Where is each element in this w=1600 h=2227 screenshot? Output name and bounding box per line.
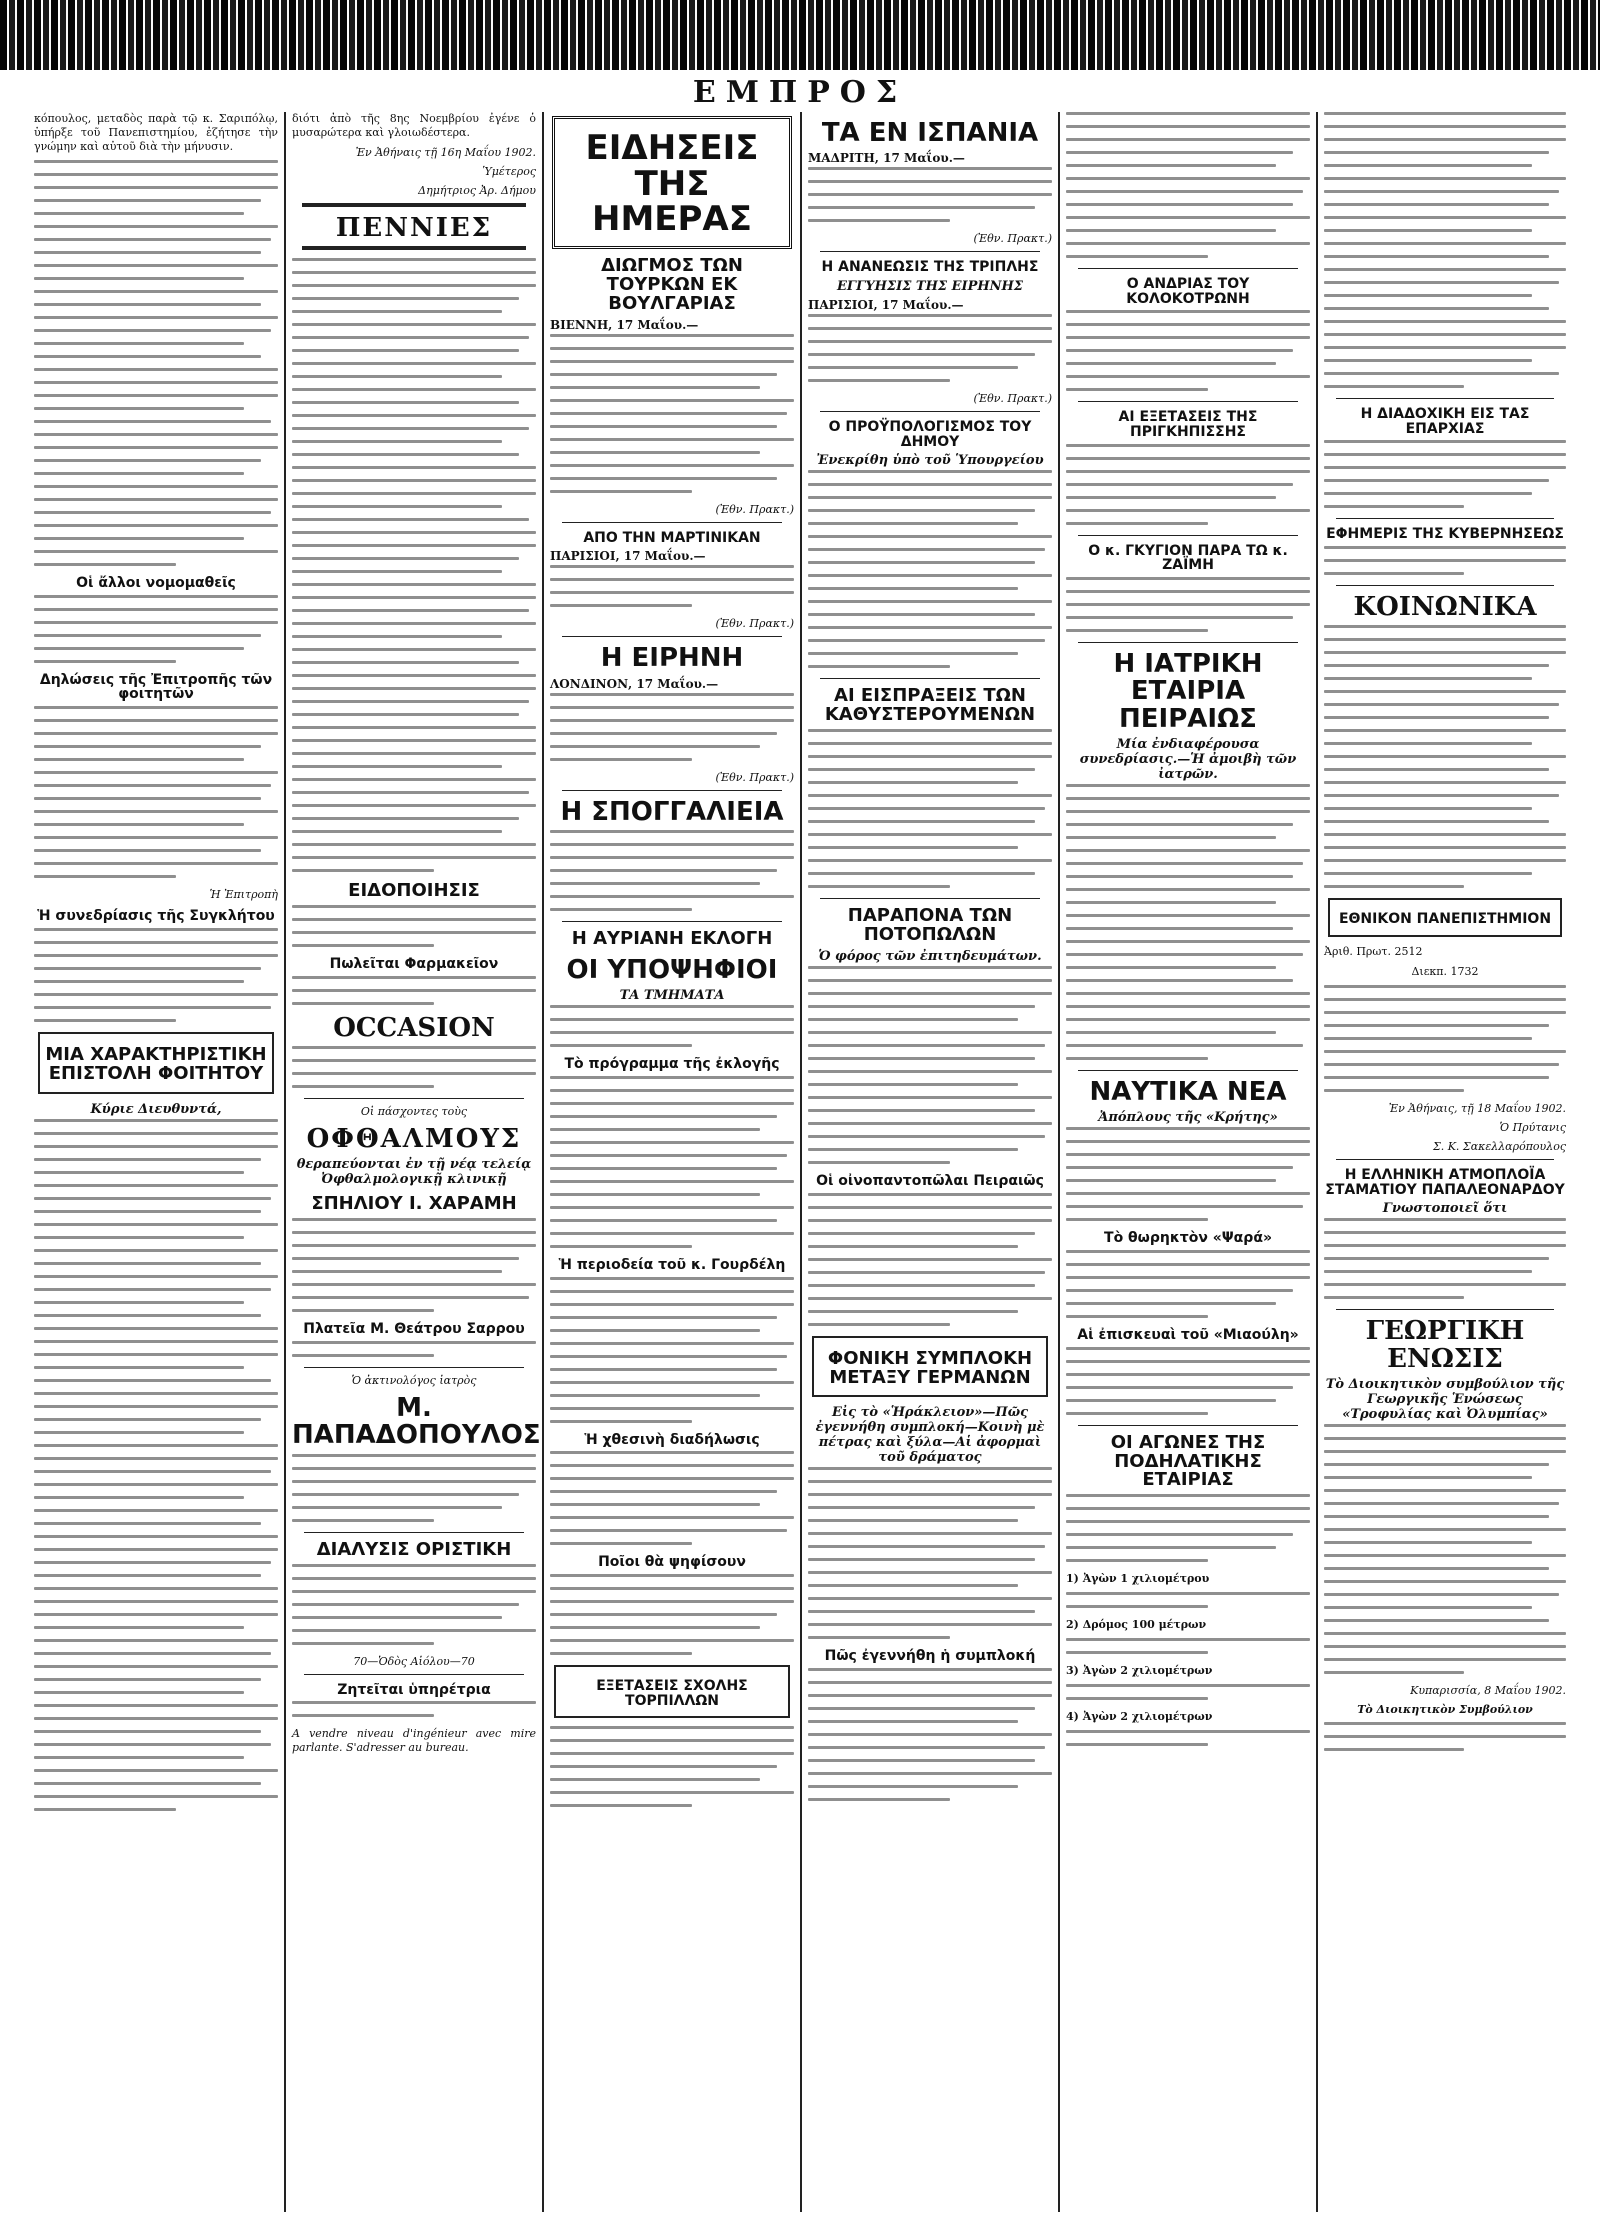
col1-letter-box [38,1032,274,1094]
col6-uni-sig: Σ. Κ. Σακελλαρόπουλος [1432,1140,1566,1154]
col3-heading-tour: Ἡ περιοδεία τοῦ κ. Γουρδέλη [558,1256,786,1273]
col4-dateline-paris: ΠΑΡΙΣΙΟΙ, 17 Μαΐου.— [808,297,964,312]
col5-body-7 [1066,1347,1310,1415]
col4-dateline-madrid: ΜΑΔΡΙΤΗ, 17 Μαΐου.— [808,151,965,166]
col4-body-7 [808,1467,1052,1639]
col5-race-2: 2) Δρόμος 100 μέτρων [1066,1618,1207,1632]
col4-rule-4 [820,898,1040,899]
col3-heading-martinique: ΑΠΟ ΤΗΝ ΜΑΡΤΙΝΙΚΑΝ [583,529,761,546]
col2-pharmacy-body [292,976,536,1005]
col2-notice-heading: ΕΙΔΟΠΟΙΗΣΙΣ [348,880,480,902]
col6-body-5 [1324,1218,1566,1299]
col1-article-body [34,160,278,566]
col4-body-2 [808,314,1052,382]
col3-body-5 [550,1005,794,1047]
col3-dateline-london: ΛΟΝΔΙΝΟΝ, 17 Μαΐου.— [550,676,719,691]
col2-pennies-heading: ΠΕΝΝΙΕΣ [335,213,493,243]
col6-rule-5 [1336,1309,1554,1310]
col3-heading-program: Τὸ πρόγραμμα τῆς ἐκλογῆς [564,1056,780,1073]
col5-heading-psara: Τὸ θωρηκτὸν «Ψαρά» [1104,1230,1272,1247]
col3-body-6 [550,1076,794,1248]
col4-fight-box [812,1336,1048,1398]
col6-rule-1 [1336,398,1554,399]
col4-sig-2: (Ἐθν. Πρακτ.) [973,391,1052,405]
col4-fight-sub: Εἰς τὸ «Ἡράκλειον»—Πῶς ἐγεννήθη συμπλοκή—Κοινὴ μὲ πέτρας καὶ ξύλα—Αἱ ἀφορμαὶ τοῦ δράματος [815,1405,1045,1466]
col3-body-3 [550,693,794,761]
col2-rule-1 [304,1098,524,1099]
col3-heading-voters: Ποῖοι θὰ ψηφίσουν [598,1554,746,1571]
col4-rule-1 [820,251,1040,252]
col5-lead-body [1066,112,1310,258]
col3-body-10 [550,1726,794,1807]
news-of-the-day-banner: ΕΙΔΗΣΕΙΣ ΤΗΣ ΗΜΕΡΑΣ [585,128,759,240]
col3-heading-bulgaria: ΔΙΩΓΜΟΣ ΤΩΝ ΤΟΥΡΚΩΝ ΕΚ ΒΟΥΛΓΑΡΙΑΣ [601,255,743,314]
col5-heading-princess: ΑΙ ΕΞΕΤΑΣΕΙΣ ΤΗΣ ΠΡΙΓΚΗΠΙΣΣΗΣ [1118,409,1258,441]
col4-heading-wine-merchants: Οἱ οἰνοπαντοπῶλαι Πειραιῶς [816,1172,1044,1189]
column-3 [544,112,802,2212]
col6-rule-3 [1336,585,1554,586]
col5-rule-6 [1078,1425,1298,1426]
col6-body-2 [1324,546,1566,575]
col3-sig-2: (Ἐθν. Πρακτ.) [715,617,794,631]
col6-rule-4 [1336,1159,1554,1160]
col3-body-2 [550,565,794,607]
col2-ad2-body [292,1454,536,1522]
col1-signature: Ἡ Ἐπιτροπὴ [209,888,278,902]
col3-rule-4 [562,921,782,922]
col6-body-3 [1324,625,1566,888]
col2-divider-2 [302,246,526,250]
col4-sub-tax: Ὁ φόρος τῶν ἐπιτηδευμάτων. [818,948,1042,964]
col6-body-1 [1324,440,1566,508]
col6-body-7 [1324,1722,1566,1751]
col6-university-box [1328,898,1562,937]
col3-rule-1 [562,522,782,523]
col5-race-4: 4) Ἀγὼν 2 χιλιομέτρων [1066,1710,1213,1724]
col1-body-4 [34,928,278,1022]
col4-sub-peace: ΕΓΓΥΗΣΙΣ ΤΗΣ ΕΙΡΗΝΗΣ [837,278,1023,294]
col3-rule-2 [562,636,782,637]
col3-body-8 [550,1451,794,1545]
col4-heading-spain: ΤΑ ΕΝ ΙΣΠΑΝΙΑ [821,118,1039,148]
col2-ad1-body [292,1218,536,1312]
col6-heading-social: ΚΟΙΝΩΝΙΚΑ [1353,592,1537,623]
col2-rule-3 [304,1532,524,1533]
col5-body-2 [1066,444,1310,525]
col6-body-6 [1324,1424,1566,1674]
col5-body-1 [1066,310,1310,391]
col3-body-7 [550,1277,794,1423]
col6-sub-agricultural: Τὸ Διοικητικὸν συμβούλιον τῆς Γεωργικῆς Ἑνώσεως «Τροφυλίας καὶ Ὀλυμπίας» [1325,1377,1565,1423]
col1-heading-statements: Δηλώσεις τῆς Ἐπιτροπῆς τῶν φοιτητῶν [39,671,273,703]
col5-body-8 [1066,1494,1310,1562]
col2-rule-4 [304,1674,524,1675]
col2-doctor-ad [292,1374,541,1522]
col5-race-1-body [1066,1592,1310,1608]
col2-ad1-address: Πλατεῖα Μ. Θεάτρου Σαρρου [303,1321,525,1338]
col4-heading-how: Πῶς ἐγεννήθη ἡ συμπλοκή [824,1648,1036,1665]
col6-body-4 [1324,985,1566,1092]
col6-uni-ref-2: Διεκπ. 1732 [1411,965,1479,979]
col4-rule-2 [820,411,1040,412]
col5-heading-cycling: ΟΙ ΑΓΩΝΕΣ ΤΗΣ ΠΟΔΗΛΑΤΙΚΗΣ ΕΤΑΙΡΙΑΣ [1110,1431,1266,1491]
col4-heading-collections: ΑΙ ΕΙΣΠΡΑΞΕΙΣ ΤΩΝ ΚΑΘΥΣΤΕΡΟΥΜΕΝΩΝ [824,685,1036,726]
col3-torpedo-box [554,1665,790,1718]
col5-race-4-body [1066,1730,1310,1746]
col5-body-6 [1066,1250,1310,1318]
col6-uni-date: Ἐν Ἀθήναις, τῇ 18 Μαΐου 1902. [1388,1102,1566,1116]
col5-race-3: 3) Ἀγὼν 2 χιλιομέτρων [1066,1664,1213,1678]
col2-ad1-title: ΟΦΘΑΛΜΟΥΣ [306,1124,522,1155]
col6-heading-shipping: Η ΕΛΛΗΝΙΚΗ ΑΤΜΟΠΛΟΪΑ ΣΤΑΜΑΤΙΟΥ ΠΑΠΑΛΕΟΝΑΡΔΟΥ [1325,1167,1565,1198]
col1-body-3 [34,706,278,878]
col3-heading-candidates: ΟΙ ΥΠΟΨΗΦΙΟΙ [566,954,778,985]
col1-body-2 [34,595,278,663]
col6-close-date: Κυπαρισσία, 8 Μαΐου 1902. [1410,1684,1566,1698]
col5-heading-medical-society: Η ΙΑΤΡΙΚΗ ΕΤΑΙΡΙΑ ΠΕΙΡΑΙΩΣ [1113,649,1263,734]
col2-date-line: Ἐν Ἀθήναις τῇ 16η Μαΐου 1902. [355,146,536,159]
col5-heading-miaoulis: Αἱ ἐπισκευαὶ τοῦ «Μιαούλη» [1077,1327,1299,1343]
col6-heading-succession: Η ΔΙΑΔΟΧΙΚΗ ΕΙΣ ΤΑΣ ΕΠΑΡΧΙΑΣ [1360,406,1530,437]
col6-close-sig: Τὸ Διοικητικὸν Συμβούλιον [1357,1703,1533,1717]
col2-ad2-pre: Ὁ ἀκτινολόγος ἰατρὸς [351,1374,477,1388]
col3-heading-election: Η ΑΥΡΙΑΝΗ ΕΚΛΟΓΗ [571,928,773,950]
decorative-header-band [0,0,1600,70]
col4-body-4 [808,729,1052,888]
col3-sig-1: (Ἐθν. Πρακτ.) [715,502,794,516]
col4-body-6 [808,1193,1052,1326]
col2-notice-body [292,905,536,947]
col1-heading-others: Οἱ ἄλλοι νομομαθεῖς [76,575,236,591]
col5-rule-5 [1078,1070,1298,1071]
col6-heading-gazette: ΕΦΗΜΕΡΙΣ ΤΗΣ ΚΥΒΕΡΝΗΣΕΩΣ [1326,526,1564,543]
col2-pennies-body [292,258,536,872]
col6-uni-ref-1: Ἀριθ. Πρωτ. 2512 [1324,945,1423,959]
col5-rule-4 [1078,642,1298,643]
col5-race-1: 1) Ἀγὼν 1 χιλιομέτρου [1066,1572,1210,1586]
col1-lead-text: κόπουλος, μεταδὸς παρὰ τῷ κ. Σαριπόλῳ, ὑπήρξε τοῦ Πανεπιστημίου, ἐζήτησε τὴν γνώμην καὶ αὐτοῦ διὰ τὴν μήνυσιν. [34,112,278,153]
col3-sig-3: (Ἐθν. Πρακτ.) [715,770,794,784]
col5-rule-1 [1078,268,1298,269]
col2-ad3-title: ΔΙΑΛΥΣΙΣ ΟΡΙΣΤΙΚΗ [316,1538,512,1560]
col4-rule-3 [820,678,1040,679]
col4-heading-budget: Ο ΠΡΟΫΠΟΛΟΓΙΣΜΟΣ ΤΟΥ ΔΗΜΟΥ [828,418,1032,450]
col2-signature: Δημήτριος Ἀρ. Δήμου [418,184,536,197]
col1-body-5 [34,1119,278,1811]
col2-ad2-name: Μ. ΠΑΠΑΔΟΠΟΥΛΟΣ [292,1393,541,1451]
col5-sub-medical: Μία ἐνδιαφέρουσα συνεδρίασις.—Ἡ ἀμοιβὴ τῶν ἰατρῶν. [1079,737,1297,783]
col3-heading-demonstration: Ἡ χθεσινὴ διαδήλωσις [584,1431,760,1448]
col2-ad4-title: Ζητεῖται ὑπηρέτρια [337,1681,491,1698]
col2-divider [302,203,526,207]
col2-french-note: A vendre niveau d'ingénieur avec mire parlante. S'adresser au bureau. [292,1727,536,1755]
col3-dateline-paris: ΠΑΡΙΣΙΟΙ, 17 Μαΐου.— [550,549,706,564]
col5-sub-crete: Ἀπόπλους τῆς «Κρήτης» [1098,1110,1278,1126]
column-6 [1318,112,1572,2212]
col5-body-3 [1066,577,1310,632]
col2-lead-text: διότι ἀπὸ τῆς 8ης Νοεμβρίου ἐγένε ὁ μυσαρώτερα καὶ γλοιωδέστερα. [292,112,536,139]
col2-occasion-heading: OCCASION [333,1012,495,1043]
masthead-title: ΕΜΠΡΟΣ [692,74,908,110]
col2-ad1-sub: θεραπεύονται ἐν τῇ νέᾳ τελείᾳ Ὀφθαλμολογικῇ κλινικῇ [296,1157,532,1188]
col6-rule-2 [1336,518,1554,519]
column-4 [802,112,1060,2212]
col3-heading-peace: Η ΕΙΡΗΝΗ [600,643,744,674]
column-5 [1060,112,1318,2212]
col3-body-9 [550,1574,794,1655]
col2-rule-2 [304,1367,524,1368]
col4-heading-complaints: ΠΑΡΑΠΟΝΑ ΤΩΝ ΠΟΤΟΠΩΛΩΝ [847,905,1013,946]
col5-body-5 [1066,1127,1310,1221]
col4-fight-title: ΦΟΝΙΚΗ ΣΥΜΠΛΟΚΗ ΜΕΤΑΞΥ ΓΕΡΜΑΝΩΝ [827,1347,1033,1388]
col5-body-4 [1066,784,1310,1060]
col1-heading-senate: Ἡ συνεδρίασις τῆς Συγκλήτου [37,908,275,925]
col6-heading-agricultural: ΓΕΩΡΓΙΚΗ ΕΝΩΣΙΣ [1365,1316,1525,1374]
col4-heading-triple: Η ΑΝΑΝΕΩΣΙΣ ΤΗΣ ΤΡΙΠΛΗΣ [821,259,1039,276]
column-2 [286,112,544,2212]
col4-sig-1: (Ἐθν. Πρακτ.) [973,232,1052,246]
col3-dateline-vienna: ΒΙΕΝΝΗ, 17 Μαΐου.— [550,317,699,332]
col3-sub-sections: ΤΑ ΤΜΗΜΑΤΑ [619,988,725,1004]
col3-heading-sponge: Η ΣΠΟΓΓΑΛΙΕΙΑ [560,796,784,827]
col4-body-1 [808,167,1052,222]
col5-heading-naval: ΝΑΥΤΙΚΑ ΝΕΑ [1089,1077,1287,1108]
col2-ad4-body [292,1701,536,1717]
col6-uni-sig-role: Ὁ Πρύτανις [1499,1121,1566,1135]
col3-torpedo-title: ΕΞΕΤΑΣΕΙΣ ΣΧΟΛΗΣ ΤΟΡΠΙΛΛΩΝ [596,1677,748,1709]
col2-ad3-line: 70—Ὁδὸς Αἰόλου—70 [353,1654,475,1668]
col2-ad1-pre: Οἱ πάσχοντες τοὺς [360,1105,468,1119]
newspaper-page [28,112,1572,2212]
col2-eye-clinic-ad [292,1105,536,1357]
col2-ad1-body-2 [292,1341,536,1357]
col2-ad1-name: ΣΠΗΛΙΟΥ Ι. ΧΑΡΑΜΗ [311,1193,517,1215]
col4-body-5 [808,966,1052,1164]
col6-lead-body [1324,112,1566,388]
col4-body-3 [808,470,1052,668]
col4-sub-budget: Ἐνεκρίθη ὑπὸ τοῦ Ὑπουργείου [816,453,1044,469]
col3-rule-3 [562,790,782,791]
col3-body-1 [550,334,794,493]
col5-rule-2 [1078,401,1298,402]
col3-body-4 [550,830,794,911]
col1-letter-title: ΜΙΑ ΧΑΡΑΚΤΗΡΙΣΤΙΚΗ ΕΠΙΣΤΟΛΗ ΦΟΙΤΗΤΟΥ [45,1043,267,1084]
col6-sub-shipping: Γνωστοποιεῖ ὅτι [1382,1201,1508,1217]
col5-race-3-body [1066,1684,1310,1700]
col3-banner-box [552,116,792,249]
col4-body-8 [808,1668,1052,1801]
col2-pharmacy-heading: Πωλεῖται Φαρμακεῖον [329,956,499,973]
col2-ad3-body [292,1564,536,1645]
col5-heading-guillon: Ο κ. ΓΚΥΓΙΟΝ ΠΑΡΑ ΤΩ κ. ΖΑΪΜΗ [1088,542,1288,574]
col6-heading-university: ΕΘΝΙΚΟΝ ΠΑΝΕΠΙΣΤΗΜΙΟΝ [1338,911,1552,928]
col5-race-2-body [1066,1638,1310,1654]
column-1 [28,112,286,2212]
col5-rule-3 [1078,535,1298,536]
col2-signature-role: Ὑμέτερος [482,165,536,178]
col5-heading-statue: Ο ΑΝΔΡΙΑΣ ΤΟΥ ΚΟΛΟΚΟΤΡΩΝΗ [1126,276,1250,307]
col1-letter-salutation: Κύριε Διευθυντά, [90,1101,222,1117]
col2-occasion-body [292,1046,536,1088]
